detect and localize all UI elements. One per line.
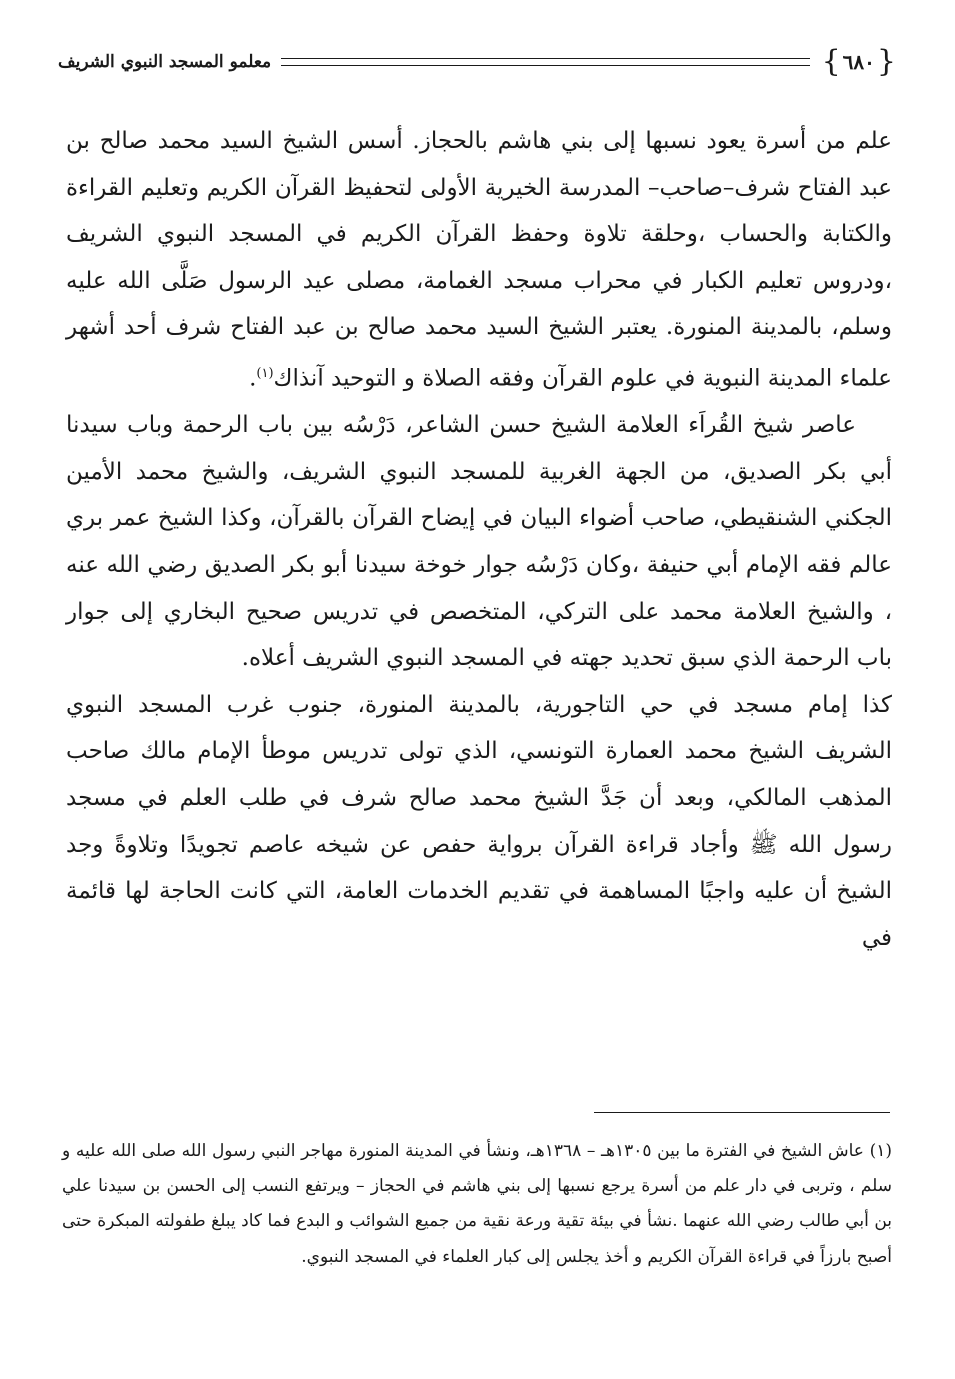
paragraph-end: . (249, 365, 257, 392)
footnote-separator (594, 1112, 890, 1113)
footnote (62, 1134, 892, 1275)
paragraph-text: علم من أسرة يعود نسبها إلى بني هاشم بالحجاز. أسس الشيخ السيد محمد صالح بن عبد الفتاح شرف–صاحب– المدرسة الخيرية الأولى لتحفيظ القرآن الكريم وتعليم القراءة والكتابة والحساب ،وحلقة تلاوة وحفظ القرآن الكريم في المسجد النبوي الشريف ،ودروس تعليم الكبار في محراب مسجد الغمامة، مصلى عيد الرسول صَلَّى الله عليه وسلم، بالمدينة المنورة. يعتبر الشيخ السيد محمد صالح بن عبد الفتاح شرف أحد أشهر علماء المدينة النبوية في علوم القرآن وفقه الصلاة و التوحيد آنذاك (66, 128, 892, 392)
paragraph: عاصر شيخ القُراَء العلامة الشيخ حسن الشاعر، دَرْسُه بين باب الرحمة وباب سيدنا أبي بكر الصديق، من الجهة الغربية للمسجد النبوي الشريف، والشيخ محمد الأمين الجكني الشنقيطي، صاحب أضواء البيان في إيضاح القرآن بالقرآن، وكذا الشيخ عمر بري عالم فقه الإمام أبي حنيفة ،وكان دَرْسُه جوار خوخة سيدنا أبو بكر الصديق رضي الله عنه ، والشيخ العلامة محمد على التركي، المتخصص في تدريس صحيح البخاري إلى جوار باب الرحمة الذي سبق تحديد جهته في المسجد النبوي الشريف أعلاه. (66, 412, 892, 672)
footnote-reference: (١) (256, 365, 274, 381)
page-number-box (820, 44, 898, 79)
header-double-rule (281, 58, 809, 66)
right-bracket-ornament: } (821, 44, 841, 79)
page-header (58, 40, 898, 84)
paragraph: كذا إمام مسجد في حي التاجورية، بالمدينة المنورة، جنوب غرب المسجد النبوي الشريف الشيخ محمد العمارة التونسي، الذي تولى تدريس موطأ الإمام مالك صاحب المذهب المالكي، وبعد أن جَدَّ الشيخ محمد صالح شرف في طلب العلم في مسجد رسول الله ﷺ وأجاد قراءة القرآن برواية حفص عن شيخه عاصم تجويدًا وتلاوةً وجد الشيخ أن عليه واجبًا المساهمة في تقديم الخدمات العامة، التي كانت الحاجة لها قائمة في (66, 691, 892, 951)
left-bracket-ornament: { (876, 44, 896, 79)
paragraph (66, 118, 892, 402)
main-text (66, 118, 892, 961)
page-number: ٦٨٠ (842, 50, 875, 74)
footnote-text: (١) عاش الشيخ في الفترة ما بين ١٣٠٥هـ – ١٣٦٨هـ، ونشأ في المدينة المنورة مهاجر النبي رسول الله صلى الله عليه و سلم ، وتربى في دار علم من أسرة يرجع نسبها إلى بني هاشم في الحجاز – ويرتفع النسب إلى الحسن بن سيدنا علي بن أبي طالب رضي الله عنهما .نشأ في بيئة تقية ورعة نقية من جميع الشوائب و البدع فما كاد يبلغ طفولته المبكرة حتى أصبح بارزاً في قراءة القرآن الكريم و أخذ يجلس إلى كبار العلماء في المسجد النبوي. (62, 1141, 892, 1267)
running-title: معلمو المسجد النبوي الشريف (58, 52, 272, 72)
